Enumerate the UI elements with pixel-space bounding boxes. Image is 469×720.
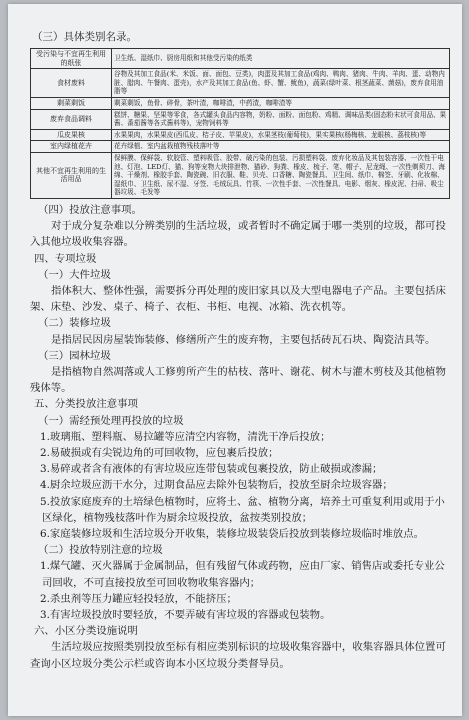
- items-cell: 保鲜膜、保鲜袋、软胶管、塑料吸管、胶带、破污染的包装、污损塑料袋、废弃化妆品及其包装容器、一次性干电池、灯泡、LED灯、猫、狗等宠物大块排泄物、猫砂、狗粪、橡皮、梳子、笔、帽子、尼龙绳、一次性剃须刀、海绵、干燥剂、橡胶手套、陶瓷碗、旧衣服、鞋、贝壳、口香糖、陶瓷餐具、卫生间、纸巾、棉签、牙刷、化妆棉、湿纸巾、卫生纸、尿不湿、牙签、毛绒玩具、竹筷、一次性手套、一次性餐具、电影、烟灰、橡皮泥、扫帚、吸尘器垃圾、毛发等: [112, 152, 450, 198]
- table-row: [31, 129, 450, 141]
- items-cell: 糕饼、糖果、坚果等零食，各式罐头食品内容物，奶粉、面粉、面包粉、鸡精、调味品类(固态粉末状可食用品、果酱、番茄酱等各式酱料等)，宠物饲料等: [112, 109, 450, 129]
- document-page: [8, 4, 462, 716]
- body-text: [30, 202, 450, 672]
- section-3-title: （三）具体类别名录。: [32, 31, 137, 43]
- special-waste-heading: 四、专项垃圾: [34, 252, 97, 265]
- table-row: [31, 69, 450, 98]
- table-row: [31, 141, 450, 153]
- pretreatment-item: 1.玻璃瓶、塑料瓶、易拉罐等应清空内容物，清洗干净后投放；: [40, 430, 331, 443]
- items-cell: 谷物及其加工食品(米、米饭、面、面包、豆类)，肉蛋及其加工食品(鸡肉、鸭肉、猪肉、牛肉、羊肉、蛋、动物内脏、腊肉、午餐肉、蛋壳)，水产及其加工食品(鱼、虾、蟹、鱿鱼)，蔬菜(绿叶菜、根茎蔬菜、菌菇)，废弃食用油脂等: [112, 69, 450, 98]
- category-cell: 瓜皮果核: [31, 129, 112, 141]
- table-row: [31, 152, 450, 198]
- items-cell: 卫生纸、湿纸巾、厨房用纸和其他受污染的纸类: [112, 49, 450, 69]
- items-cell: 花卉绿植、室内盆栽植物残枝落叶等: [112, 141, 450, 153]
- category-cell: 废弃食品调料: [31, 109, 112, 129]
- category-cell: 室内绿植花卉: [31, 141, 112, 153]
- facilities-paragraph: 生活垃圾应按照类别投放至标有相应类别标识的垃圾收集容器中，收集容器具体位置可查询小区垃圾分类公示栏或咨询本小区垃圾分类督导员。: [30, 641, 446, 670]
- category-cell: 食材废料: [31, 69, 112, 98]
- pretreatment-title: （一）需经预处理再投放的垃圾: [38, 414, 184, 427]
- table-row: [31, 109, 450, 129]
- category-cell: 受污染与不宜再生利用的纸张: [31, 49, 112, 69]
- special-attention-item: 1.煤气罐、灭火器属于金属制品，但有残留气体或药物，应由厂家、销售店或委托专业公司回收，不可直接投放至可回收物收集容器内；: [40, 560, 445, 589]
- pretreatment-item: 2.易破损或有尖锐边角的可回收物，应包裹后投放；: [40, 446, 279, 459]
- category-table: [30, 48, 450, 199]
- special-attention-title: （二）投放特别注意的垃圾: [38, 544, 163, 557]
- garden-waste-paragraph: 是指植物自然凋落或人工修剪所产生的枯枝、落叶、谢花、树木与灌木剪枝及其他植物残体等。: [30, 365, 446, 395]
- decoration-waste-title: （二）装修垃圾: [38, 317, 111, 330]
- bulky-waste-title: （一）大件垃圾: [38, 268, 111, 281]
- table-row: [31, 97, 450, 109]
- pretreatment-item: 5.投放家庭废弃的土培绿色植物时，应将土、盆、植物分离，培养土可重复利用或用于小区绿化，植物残枝落叶作为厨余垃圾投放，盆按类别投放；: [40, 495, 445, 524]
- pretreatment-item: 3.易碎或者含有液体的有害垃圾应连带包装或包裹投放，防止破损或渗漏；: [40, 463, 383, 476]
- special-attention-item: 2.杀虫剂等压力罐应轻投轻放，不能挤压；: [40, 592, 237, 605]
- items-cell: 水果果肉，水果果皮(西瓜皮、桔子皮、苹果皮)，水果茎枝(葡萄枝)，果实果核(杨梅核、龙眼核、荔枝核)等: [112, 129, 450, 141]
- pretreatment-item: 6.家庭装修垃圾和生活垃圾分开收集，装修垃圾装袋后投放到装修垃圾临时堆放点。: [40, 527, 424, 540]
- document-content: [30, 30, 450, 672]
- pretreatment-item: 4.厨余垃圾应沥干水分，过期食品应去除外包装物后，投放至厨余垃圾容器；: [40, 479, 393, 492]
- decoration-waste-paragraph: 是指居民因房屋装饰装修、修缮所产生的废弃物，主要包括砖瓦石块、陶瓷洁具等。: [51, 333, 436, 346]
- garden-waste-title: （三）园林垃圾: [38, 349, 111, 362]
- section-4-title: （四）投放注意事项。: [38, 203, 142, 216]
- items-cell: 剩菜剩饭，鱼骨、碎骨，茶叶渣，咖啡渣，中药渣，咖啡渣等: [112, 97, 450, 109]
- bulky-waste-paragraph: 指体积大、整体性强，需要拆分再处理的废旧家具以及大型电器电子产品。主要包括床架、床垫、沙发、桌子、椅子、衣柜、书柜、电视、冰箱、洗衣机等。: [30, 284, 446, 314]
- facilities-heading: 六、小区分类设施说明: [34, 625, 138, 638]
- disposal-notes-heading: 五、分类投放注意事项: [34, 398, 138, 411]
- category-cell: 剩菜剩饭: [31, 97, 112, 109]
- table-row: [31, 49, 450, 69]
- category-cell: 其他不宜再生利用的生活用品: [31, 152, 112, 198]
- section-4-paragraph: 对于成分复杂难以分辨类别的生活垃圾，或者暂时不确定属于哪一类别的垃圾，都可投入其他垃圾收集容器。: [30, 220, 446, 249]
- special-attention-item: 3.有害垃圾投放时要轻放，不要弄破有害垃圾的容器或包装物。: [40, 608, 331, 621]
